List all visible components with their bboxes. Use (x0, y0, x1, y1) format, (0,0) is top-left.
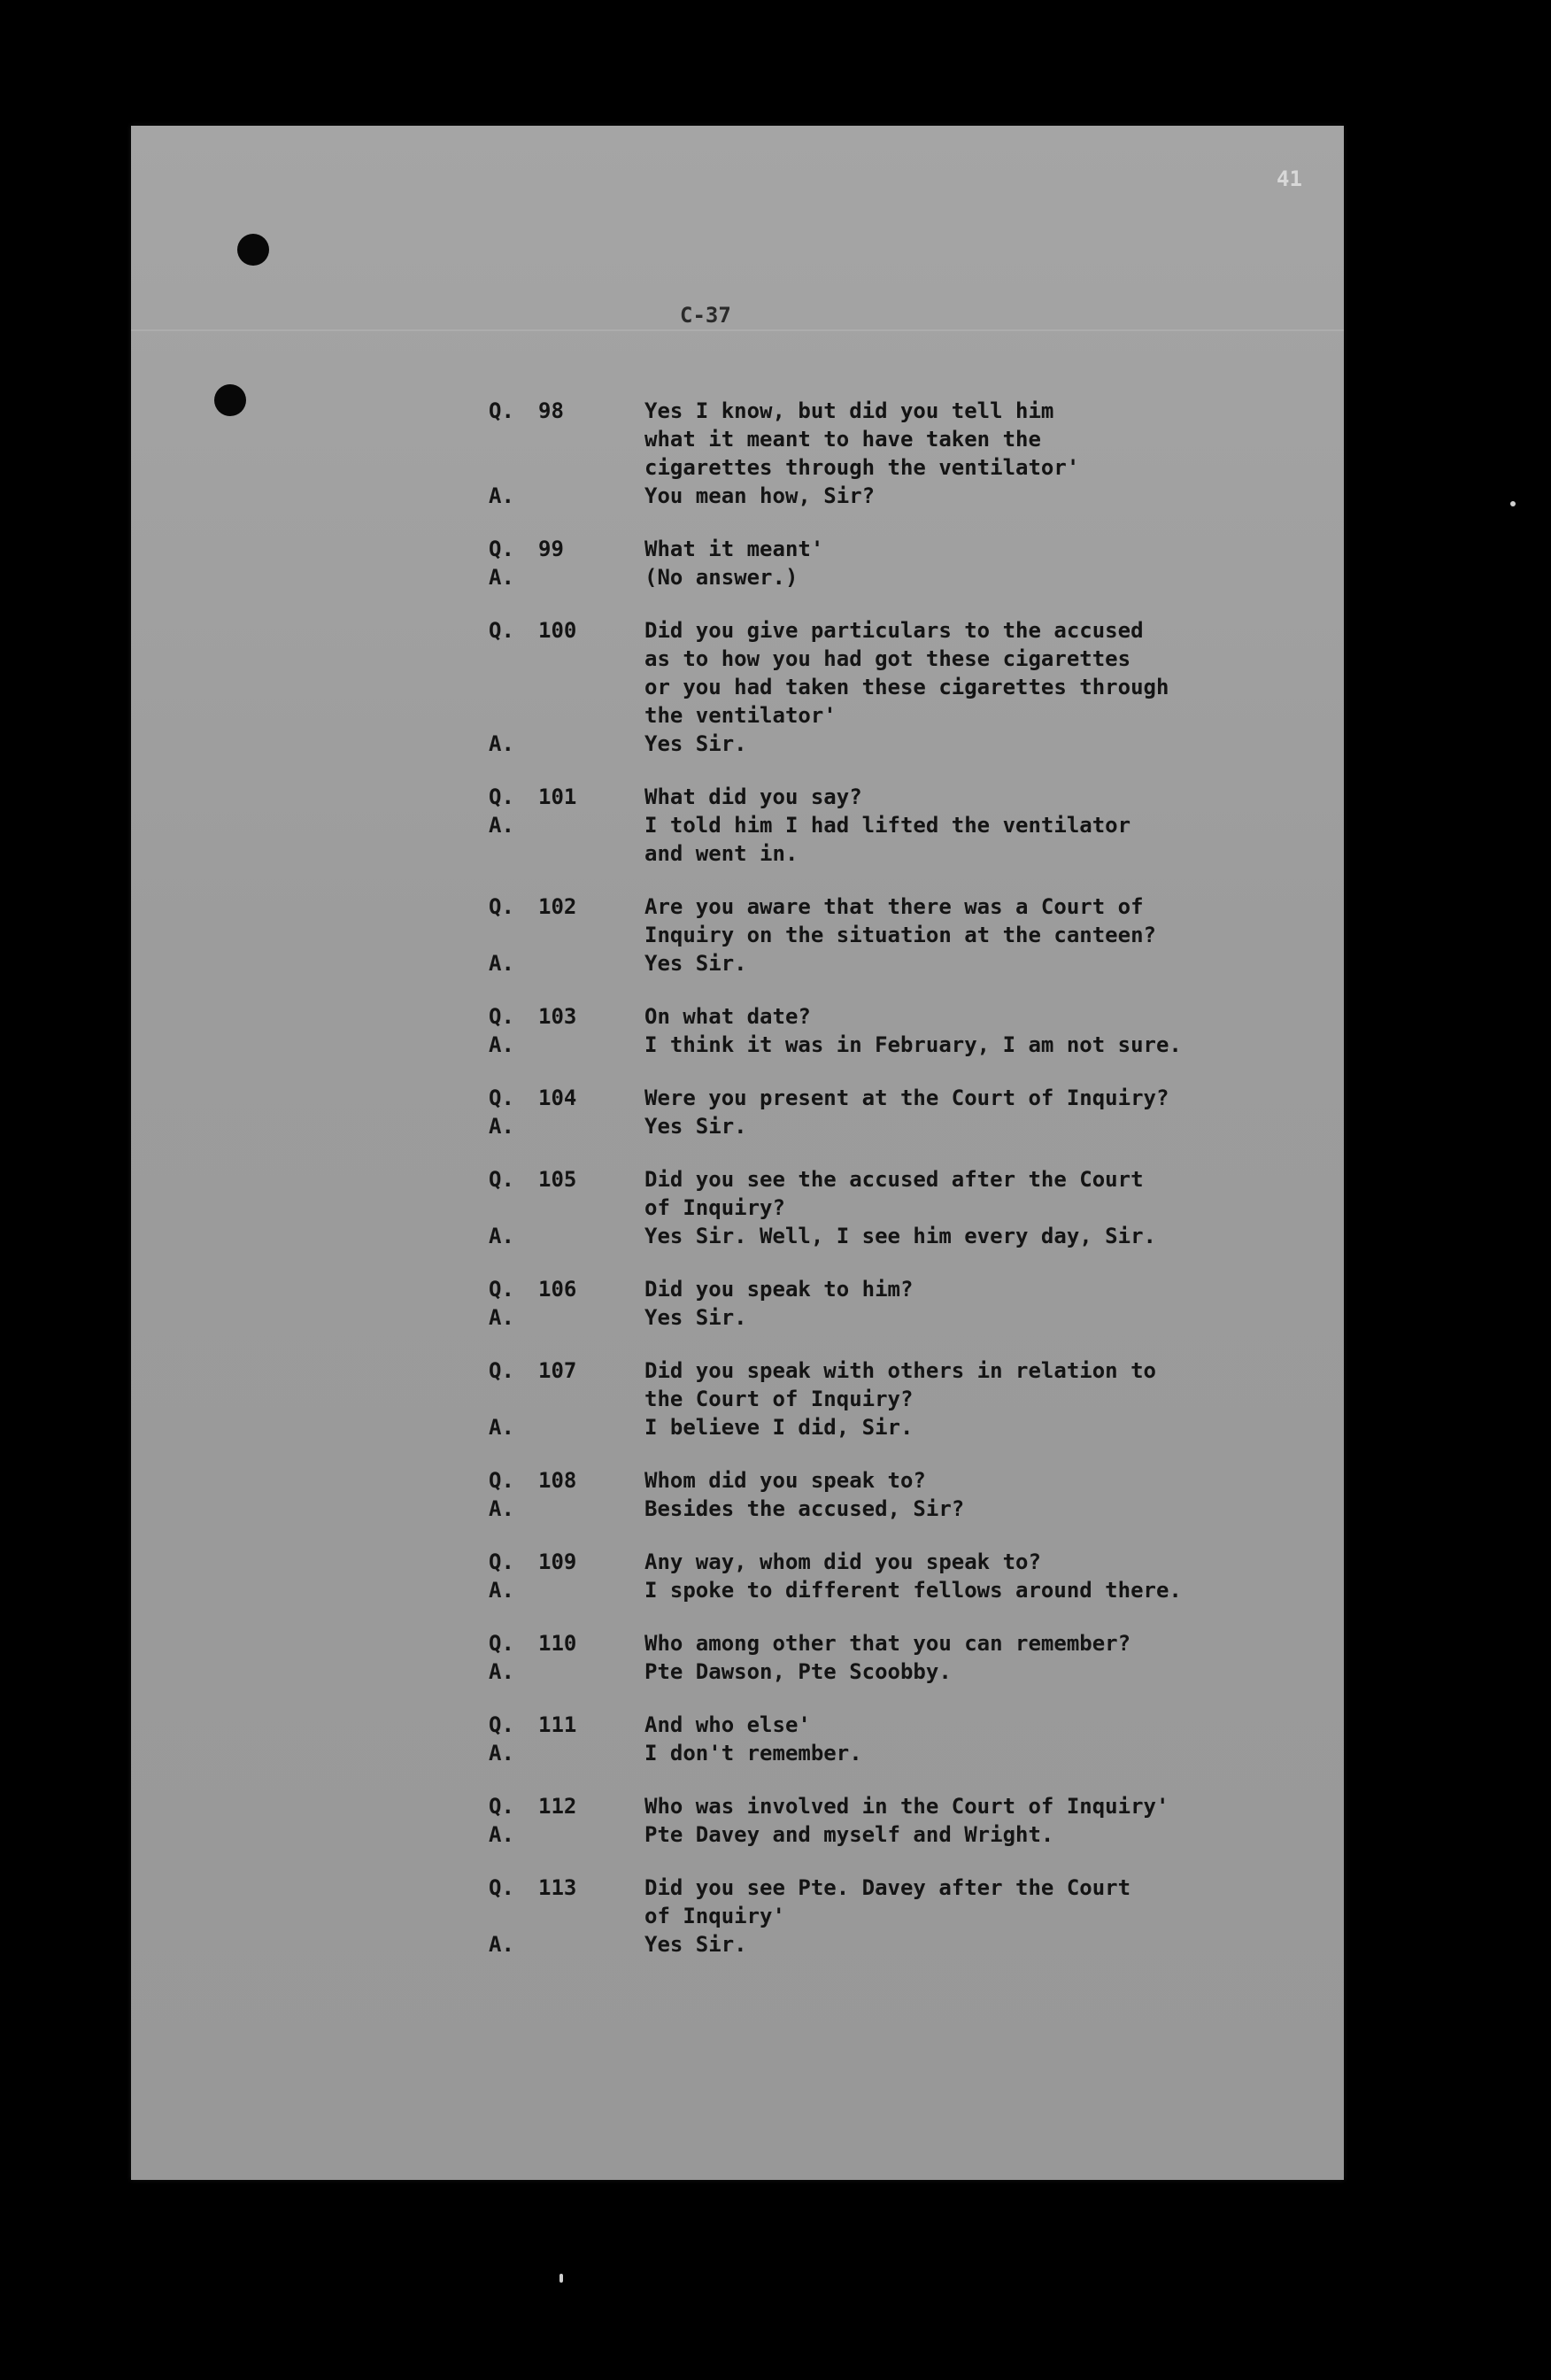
answer-label: A. (489, 565, 514, 590)
question-label: Q. (489, 618, 514, 643)
question-text: of Inquiry' (644, 1904, 785, 1928)
question-number (538, 1902, 644, 1930)
answer-indent (538, 1658, 644, 1686)
answer-indent (538, 1820, 644, 1849)
answer-line (489, 482, 1418, 510)
answer-label: A. (489, 1741, 514, 1766)
question-label: Q. (489, 537, 514, 561)
question-text: of Inquiry? (644, 1195, 785, 1220)
answer-line (489, 1413, 1418, 1441)
qa-exchange (489, 1356, 1418, 1441)
answer-label: A. (489, 1659, 514, 1684)
answer-indent (538, 1303, 644, 1332)
question-line (489, 1002, 1418, 1031)
answer-indent (538, 730, 644, 758)
answer-line (489, 1222, 1418, 1250)
answer-label: A. (489, 483, 514, 508)
question-line (489, 453, 1418, 482)
question-number: 102 (538, 894, 577, 919)
answer-text: I don't remember. (644, 1741, 862, 1766)
fold-line (131, 329, 1344, 331)
question-label: Q. (489, 894, 514, 919)
answer-label: A. (489, 731, 514, 756)
question-line (489, 892, 1418, 921)
question-number: 112 (538, 1794, 577, 1819)
question-label (489, 1194, 538, 1222)
qa-exchange (489, 892, 1418, 978)
qa-exchange (489, 1629, 1418, 1686)
question-number: 108 (538, 1468, 577, 1493)
answer-indent (538, 839, 644, 868)
question-label: Q. (489, 1004, 514, 1029)
answer-indent (538, 1495, 644, 1523)
answer-text: Yes Sir. (644, 731, 747, 756)
question-label: Q. (489, 1712, 514, 1737)
qa-exchange (489, 1874, 1418, 1959)
question-label: Q. (489, 1358, 514, 1383)
punch-hole-top (237, 234, 269, 266)
answer-indent (538, 1930, 644, 1959)
question-text: Did you give particulars to the accused (644, 618, 1144, 643)
answer-indent (538, 1112, 644, 1140)
answer-indent (538, 482, 644, 510)
answer-indent (538, 811, 644, 839)
document-page (131, 126, 1344, 2180)
dust-speck (1510, 501, 1516, 506)
answer-line (489, 949, 1418, 978)
answer-line (489, 1739, 1418, 1767)
question-text: what it meant to have taken the (644, 427, 1041, 452)
question-line (489, 1356, 1418, 1385)
answer-text: (No answer.) (644, 565, 799, 590)
question-line (489, 921, 1418, 949)
question-text: Who was involved in the Court of Inquiry' (644, 1794, 1169, 1819)
question-label (489, 673, 538, 701)
question-text: or you had taken these cigarettes through (644, 675, 1169, 699)
question-number: 98 (538, 398, 564, 423)
question-text: Any way, whom did you speak to? (644, 1549, 1041, 1574)
question-text: the Court of Inquiry? (644, 1387, 914, 1411)
answer-indent (538, 1031, 644, 1059)
answer-indent (538, 1413, 644, 1441)
qa-exchange (489, 1275, 1418, 1332)
punch-hole-bottom (214, 384, 246, 416)
question-number (538, 1194, 644, 1222)
answer-text: Yes Sir. (644, 1114, 747, 1139)
answer-label: A. (489, 1578, 514, 1603)
question-label: Q. (489, 1794, 514, 1819)
question-label: Q. (489, 1167, 514, 1192)
answer-text: I told him I had lifted the ventilator (644, 813, 1131, 838)
answer-text: and went in. (644, 841, 799, 866)
question-label: Q. (489, 1468, 514, 1493)
question-line (489, 701, 1418, 730)
question-line (489, 1548, 1418, 1576)
answer-line (489, 563, 1418, 591)
question-text: Did you see Pte. Davey after the Court (644, 1875, 1131, 1900)
question-label (489, 1385, 538, 1413)
qa-exchange (489, 1165, 1418, 1250)
answer-indent (538, 1576, 644, 1604)
question-number: 106 (538, 1277, 577, 1302)
question-line (489, 645, 1418, 673)
answer-label (489, 839, 538, 868)
question-text: Yes I know, but did you tell him (644, 398, 1054, 423)
answer-text: I think it was in February, I am not sure. (644, 1032, 1182, 1057)
answer-label: A. (489, 1822, 514, 1847)
answer-text: Yes Sir. (644, 1305, 747, 1330)
question-label: Q. (489, 1086, 514, 1110)
question-label: Q. (489, 398, 514, 423)
document-id: C-37 (680, 303, 731, 328)
answer-text: Besides the accused, Sir? (644, 1496, 965, 1521)
question-number: 100 (538, 618, 577, 643)
question-text: On what date? (644, 1004, 811, 1029)
page-number: 41 (1277, 166, 1302, 191)
question-text: What did you say? (644, 784, 862, 809)
question-text: the ventilator' (644, 703, 837, 728)
answer-text: You mean how, Sir? (644, 483, 876, 508)
question-label: Q. (489, 1549, 514, 1574)
qa-exchange (489, 1466, 1418, 1523)
question-number (538, 453, 644, 482)
answer-label: A. (489, 1224, 514, 1248)
question-text: Did you see the accused after the Court (644, 1167, 1144, 1192)
question-line (489, 1902, 1418, 1930)
question-line (489, 1084, 1418, 1112)
question-text: Were you present at the Court of Inquiry? (644, 1086, 1169, 1110)
answer-line (489, 1112, 1418, 1140)
answer-text: Pte Davey and myself and Wright. (644, 1822, 1054, 1847)
question-number: 105 (538, 1167, 577, 1192)
answer-line (489, 730, 1418, 758)
question-label: Q. (489, 1875, 514, 1900)
qa-exchange (489, 397, 1418, 510)
question-number: 111 (538, 1712, 577, 1737)
answer-text: I believe I did, Sir. (644, 1415, 914, 1440)
question-line (489, 1466, 1418, 1495)
answer-line (489, 1031, 1418, 1059)
question-line (489, 397, 1418, 425)
question-line (489, 1165, 1418, 1194)
question-text: And who else' (644, 1712, 811, 1737)
question-line (489, 425, 1418, 453)
answer-line (489, 1495, 1418, 1523)
question-text: Whom did you speak to? (644, 1468, 926, 1493)
answer-text: Yes Sir. (644, 1932, 747, 1957)
qa-exchange (489, 1084, 1418, 1140)
question-line (489, 535, 1418, 563)
question-line (489, 1792, 1418, 1820)
answer-label: A. (489, 813, 514, 838)
answer-text: I spoke to different fellows around there. (644, 1578, 1182, 1603)
question-number: 101 (538, 784, 577, 809)
question-line (489, 616, 1418, 645)
question-label: Q. (489, 1631, 514, 1656)
question-number: 103 (538, 1004, 577, 1029)
question-text: Inquiry on the situation at the canteen? (644, 923, 1156, 947)
answer-line (489, 811, 1418, 839)
question-number (538, 645, 644, 673)
qa-exchange (489, 1792, 1418, 1849)
question-line (489, 1711, 1418, 1739)
answer-indent (538, 949, 644, 978)
question-number: 113 (538, 1875, 577, 1900)
qa-exchange (489, 783, 1418, 868)
question-text: cigarettes through the ventilator' (644, 455, 1080, 480)
question-number (538, 701, 644, 730)
answer-label: A. (489, 1032, 514, 1057)
question-line (489, 673, 1418, 701)
answer-text: Pte Dawson, Pte Scoobby. (644, 1659, 952, 1684)
answer-text: Yes Sir. (644, 951, 747, 976)
answer-indent (538, 1222, 644, 1250)
answer-label: A. (489, 1305, 514, 1330)
qa-exchange (489, 1548, 1418, 1604)
question-number: 99 (538, 537, 564, 561)
question-number (538, 425, 644, 453)
question-line (489, 1275, 1418, 1303)
question-number (538, 1385, 644, 1413)
answer-line (489, 1820, 1418, 1849)
question-text: Did you speak with others in relation to (644, 1358, 1156, 1383)
question-label (489, 1902, 538, 1930)
question-number (538, 673, 644, 701)
question-label (489, 425, 538, 453)
question-line (489, 1629, 1418, 1658)
qa-exchange (489, 616, 1418, 758)
question-number: 109 (538, 1549, 577, 1574)
answer-line (489, 1930, 1418, 1959)
answer-line (489, 839, 1418, 868)
answer-indent (538, 563, 644, 591)
question-number: 107 (538, 1358, 577, 1383)
question-label (489, 645, 538, 673)
question-number (538, 921, 644, 949)
question-line (489, 783, 1418, 811)
qa-exchange (489, 535, 1418, 591)
answer-label: A. (489, 951, 514, 976)
answer-text: Yes Sir. Well, I see him every day, Sir. (644, 1224, 1156, 1248)
answer-line (489, 1303, 1418, 1332)
qa-exchange (489, 1711, 1418, 1767)
question-text: Did you speak to him? (644, 1277, 914, 1302)
answer-label: A. (489, 1114, 514, 1139)
question-text: What it meant' (644, 537, 824, 561)
answer-label: A. (489, 1496, 514, 1521)
qa-exchange (489, 1002, 1418, 1059)
question-label: Q. (489, 1277, 514, 1302)
question-text: Are you aware that there was a Court of (644, 894, 1144, 919)
question-text: Who among other that you can remember? (644, 1631, 1131, 1656)
answer-line (489, 1658, 1418, 1686)
answer-label: A. (489, 1415, 514, 1440)
question-label (489, 921, 538, 949)
question-number: 104 (538, 1086, 577, 1110)
question-text: as to how you had got these cigarettes (644, 646, 1131, 671)
question-label (489, 701, 538, 730)
question-label (489, 453, 538, 482)
question-number: 110 (538, 1631, 577, 1656)
answer-indent (538, 1739, 644, 1767)
question-line (489, 1874, 1418, 1902)
answer-label: A. (489, 1932, 514, 1957)
question-line (489, 1385, 1418, 1413)
question-label: Q. (489, 784, 514, 809)
answer-line (489, 1576, 1418, 1604)
question-line (489, 1194, 1418, 1222)
qa-transcript (489, 397, 1418, 1983)
dust-speck (559, 2274, 563, 2283)
